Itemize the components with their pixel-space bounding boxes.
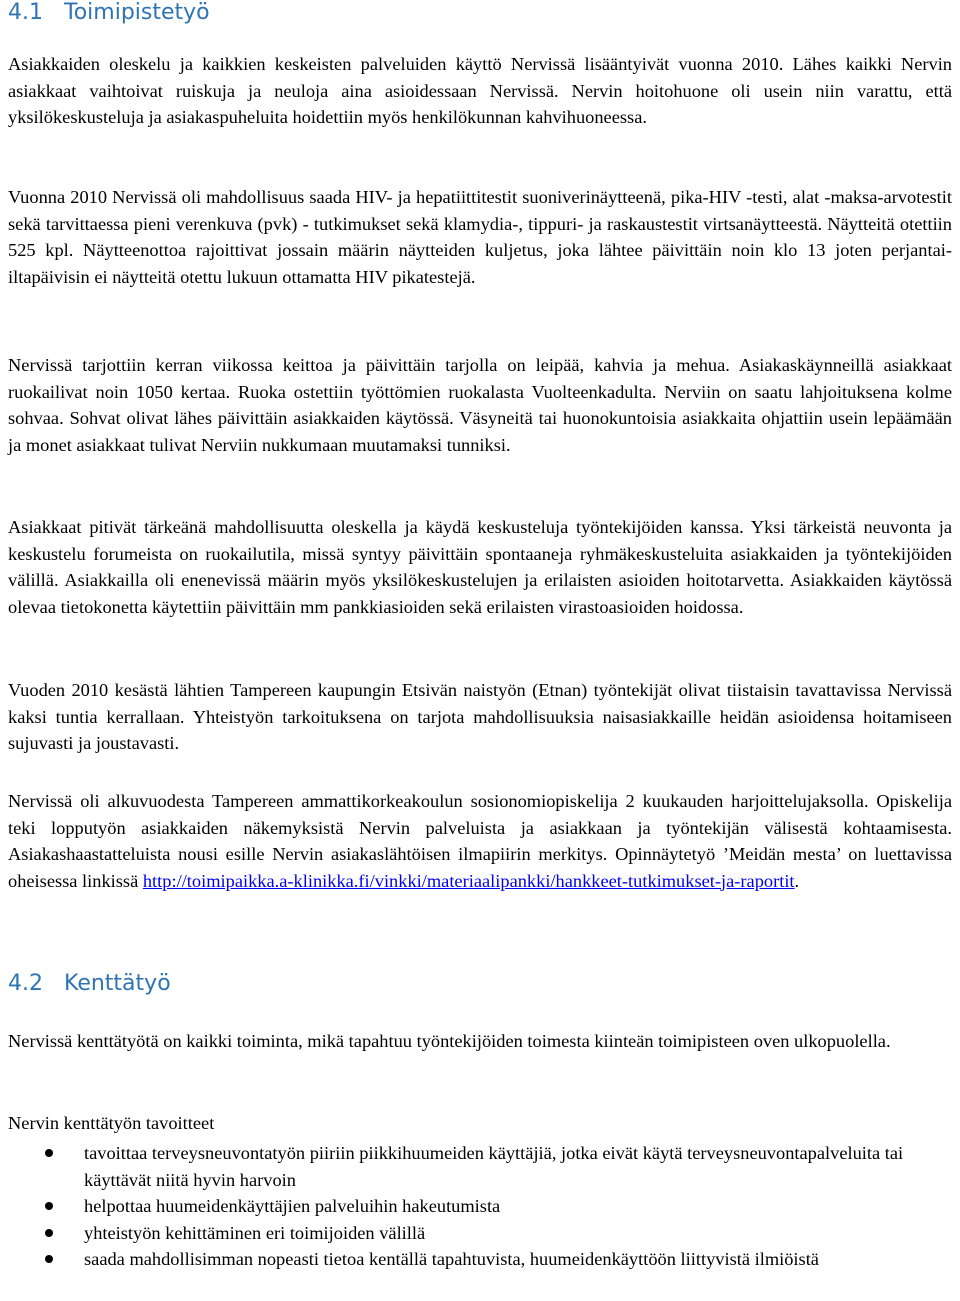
section-heading-4-1 (0, 0, 210, 26)
paragraph-testing: Vuonna 2010 Nervissä oli mahdollisuus saada HIV- ja hepatiittitestit suoniverinäytteenä, pika-HIV -testi, alat -maksa-arvotestit sekä tarvittaessa pieni verenkuva (pvk) - tutkimukset sekä klamydia-, tippuri- ja raskaustestit virtsanäytteestä. Näytteitä otettiin 525 kpl. Näytteenottoa rajoittivat jossain määrin näytteiden kuljetus, joka lähtee päivittäin noin klo 13 joten perjantai- iltapäivisin ei näytteitä otettu lukuun ottamatta HIV pikatestejä. (8, 187, 952, 287)
paragraph-fieldwork-intro: Nervissä kenttätyötä on kaikki toiminta, mikä tapahtuu työntekijöiden toimesta kiinteän toimipisteen oven ulkopuolella. (8, 1031, 891, 1051)
section-title: Toimipistetyö (64, 0, 210, 25)
paragraph-student-thesis (8, 788, 952, 894)
paragraph-service-usage: Asiakkaiden oleskelu ja kaikkien keskeisten palveluiden käyttö Nervissä lisääntyivät vuonna 2010. Lähes kaikki Nervin asiakkaat vaihtoivat ruiskuja ja neuloja aina asioidessaan Nervissä. Nervin hoitohuone oli usein niin varattu, että yksilökeskusteluja ja asiakaspuheluita hoidettiin myös henkilökunnan kahvihuoneessa. (8, 54, 952, 127)
goal-item (0, 1193, 952, 1220)
thesis-trailing: . (794, 870, 800, 891)
paragraph-etna-cooperation: Vuoden 2010 kesästä lähtien Tampereen kaupungin Etsivän naistyön (Etnan) työntekijät olivat tiistaisin tavattavissa Nervissä kaksi tuntia kerrallaan. Yhteistyön tarkoituksena on tarjota mahdollisuuksia naisasiakkaille heidän asioidensa hoitamiseen sujuvasti ja joustavasti. (8, 680, 952, 753)
goals-heading: Nervin kenttätyön tavoitteet (8, 1113, 215, 1133)
bullet-icon (45, 1202, 53, 1210)
goal-text: yhteistyön kehittäminen eri toimijoiden välillä (84, 1222, 426, 1243)
paragraph-discussions: Asiakkaat pitivät tärkeänä mahdollisuutta oleskella ja käydä keskusteluja työntekijöiden kanssa. Yksi tärkeistä neuvonta ja keskustelu forumeista on ruokailutila, missä syntyy päivittäin spontaaneja ryhmäkeskusteluita asiakkaiden ja työntekijöiden välillä. Asiakkailla oli enenevissä määrin myös yksilökeskustelujen ja erilaisten asioiden hoitotarvetta. Asiakkaiden käytössä olevaa tietokonetta käytettiin päivittäin mm pankkiasioiden sekä erilaisten virastoasioiden hoidossa. (8, 517, 952, 617)
goal-item (0, 1220, 952, 1247)
goals-list (0, 1140, 952, 1273)
goal-item (0, 1246, 952, 1273)
bullet-icon (45, 1149, 53, 1157)
section-title: Kenttätyö (64, 971, 171, 996)
bullet-icon (45, 1229, 53, 1237)
bullet-icon (45, 1255, 53, 1263)
goal-item (0, 1140, 952, 1193)
section-heading-4-2 (0, 971, 171, 997)
thesis-text: Nervissä oli alkuvuodesta Tampereen ammattikorkeakoulun sosionomiopiskelija 2 kuukauden harjoittelujaksolla. Opiskelija teki lopputyön asiakkaiden näkemyksistä Nervin palveluista ja asiakkaan ja työntekijän välisestä kohtaamisesta. Asiakashaastatteluista nousi esille Nervin asiakaslähtöisen ilmapiirin merkitys. Opinnäytetyö ’Meidän mesta’ on luettavissa oheisessa linkissä (8, 791, 952, 891)
goal-text: saada mahdollisimman nopeasti tietoa kentällä tapahtuvista, huumeidenkäyttöön liittyvistä ilmiöistä (84, 1249, 819, 1269)
goal-text: helpottaa huumeidenkäyttäjien palveluihin hakeutumista (84, 1196, 501, 1216)
section-number: 4.2 (8, 971, 43, 996)
goal-text: tavoittaa terveysneuvontatyön piiriin piikkihuumeiden käyttäjiä, jotka eivät käytä terveysneuvontapalveluita tai käyttävät niitä hyvin harvoin (84, 1143, 904, 1190)
thesis-link[interactable]: http://toimipaikka.a-klinikka.fi/vinkki/materiaalipankki/hankkeet-tutkimukset-ja-raportit (142, 870, 795, 891)
section-number: 4.1 (8, 0, 43, 25)
paragraph-food-rest: Nervissä tarjottiin kerran viikossa keittoa ja päivittäin tarjolla on leipää, kahvia ja mehua. Asiakaskäynneillä asiakkaat ruokailivat noin 1050 kertaa. Ruoka ostettiin työttömien ruokalasta Vuolteenkadulta. Nerviin on saatu lahjoituksena kolme sohvaa. Sohvat olivat lähes päivittäin asiakkaiden käytössä. Väsyneitä tai huonokuntoisia asiakkaita ohjattiin usein lepäämään ja monet asiakkaat tulivat Nerviin nukkumaan muutamaksi tunniksi. (8, 355, 952, 455)
